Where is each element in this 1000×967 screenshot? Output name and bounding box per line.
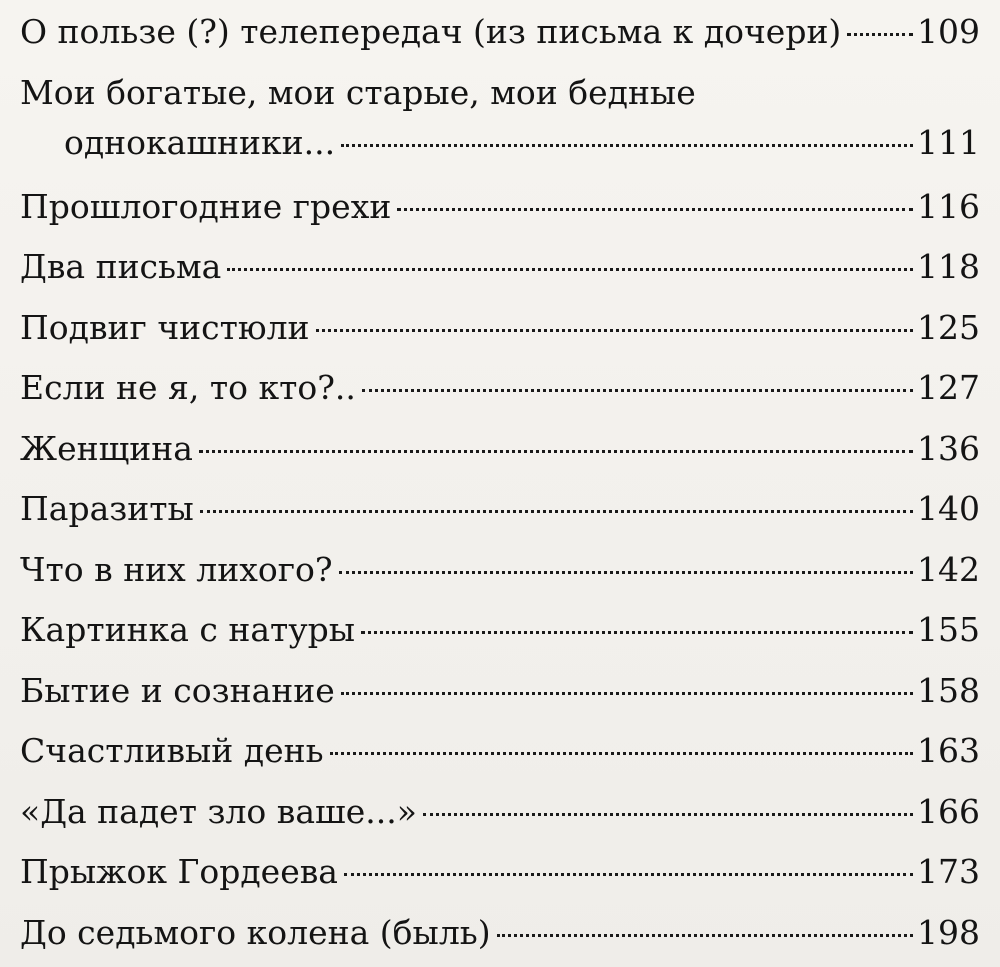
toc-line — [20, 247, 980, 287]
toc-entry — [20, 659, 980, 720]
toc-line — [20, 671, 980, 711]
dot-leader — [330, 752, 913, 755]
toc-line — [64, 123, 980, 163]
toc-line — [20, 792, 980, 832]
toc-entry-page: 142 — [917, 549, 980, 589]
toc-entry — [20, 61, 980, 175]
toc-entry — [20, 296, 980, 357]
toc-entry — [20, 901, 980, 962]
toc-entry-title: Мои богатые, мои старые, мои бедные — [20, 72, 696, 112]
dot-leader — [341, 144, 913, 147]
toc-entry-page: 118 — [917, 247, 980, 286]
toc-entry-page: 198 — [917, 912, 980, 952]
toc-entry-title: «Да падет зло ваше...» — [20, 791, 417, 831]
dot-leader — [344, 873, 913, 876]
table-of-contents — [20, 0, 980, 961]
toc-entry-page: 125 — [917, 307, 980, 347]
toc-line — [20, 368, 980, 408]
toc-entry-page: 166 — [917, 791, 980, 831]
toc-entry-title: Прошлогодние грехи — [20, 186, 392, 226]
dot-leader — [423, 813, 913, 816]
toc-line — [20, 913, 980, 953]
toc-entry — [20, 477, 980, 538]
toc-entry-page: 109 — [917, 12, 980, 51]
dot-leader — [199, 450, 913, 453]
toc-entry-page: 127 — [917, 368, 980, 407]
dot-leader — [341, 692, 913, 695]
toc-entry — [20, 356, 980, 417]
toc-line — [20, 731, 980, 771]
toc-entry — [20, 235, 980, 296]
toc-entry-title: О пользе (?) телепередач (из письма к дочери) — [20, 12, 842, 51]
toc-line — [20, 73, 980, 113]
toc-entry-title: Картинка с натуры — [20, 610, 356, 649]
toc-entry-page: 163 — [917, 731, 980, 770]
toc-line — [20, 550, 980, 590]
toc-entry — [20, 840, 980, 901]
toc-line — [20, 12, 980, 52]
toc-entry-title: Если не я, то кто?.. — [20, 368, 356, 407]
toc-entry-title: Женщина — [20, 428, 193, 468]
toc-entry — [20, 175, 980, 236]
toc-line — [20, 852, 980, 892]
toc-entry-title: Подвиг чистюли — [20, 307, 310, 347]
toc-entry — [20, 780, 980, 841]
toc-entry-title-continued: однокашники... — [64, 122, 336, 162]
dot-leader — [227, 268, 913, 271]
toc-entry — [20, 538, 980, 599]
toc-entry — [20, 0, 980, 61]
toc-entry-title: Паразиты — [20, 489, 194, 528]
dot-leader — [361, 631, 913, 634]
toc-line — [20, 429, 980, 469]
dot-leader — [339, 571, 913, 574]
toc-entry-title: Что в них лихого? — [20, 549, 333, 589]
toc-entry-page: 140 — [917, 489, 980, 528]
toc-entry-page: 116 — [917, 186, 980, 226]
toc-entry-title: Прыжок Гордеева — [20, 852, 338, 891]
toc-entry-page: 173 — [917, 852, 980, 891]
toc-entry — [20, 719, 980, 780]
toc-line — [20, 308, 980, 348]
toc-entry-page: 136 — [917, 428, 980, 468]
dot-leader — [397, 208, 913, 211]
toc-entry — [20, 417, 980, 478]
toc-entry-page: 155 — [917, 610, 980, 649]
dot-leader — [362, 389, 913, 392]
dot-leader — [200, 510, 913, 513]
toc-line — [20, 187, 980, 227]
toc-entry-title: Счастливый день — [20, 731, 324, 770]
toc-entry-title: Бытие и сознание — [20, 670, 335, 710]
toc-entry-title: До седьмого колена (быль) — [20, 912, 491, 952]
dot-leader — [847, 33, 913, 36]
toc-line — [20, 610, 980, 650]
toc-entry-title: Два письма — [20, 247, 222, 286]
toc-entry — [20, 598, 980, 659]
toc-entry-page: 158 — [917, 670, 980, 710]
dot-leader — [497, 934, 913, 937]
toc-entry-page: 111 — [917, 122, 980, 162]
dot-leader — [316, 329, 913, 332]
toc-line — [20, 489, 980, 529]
